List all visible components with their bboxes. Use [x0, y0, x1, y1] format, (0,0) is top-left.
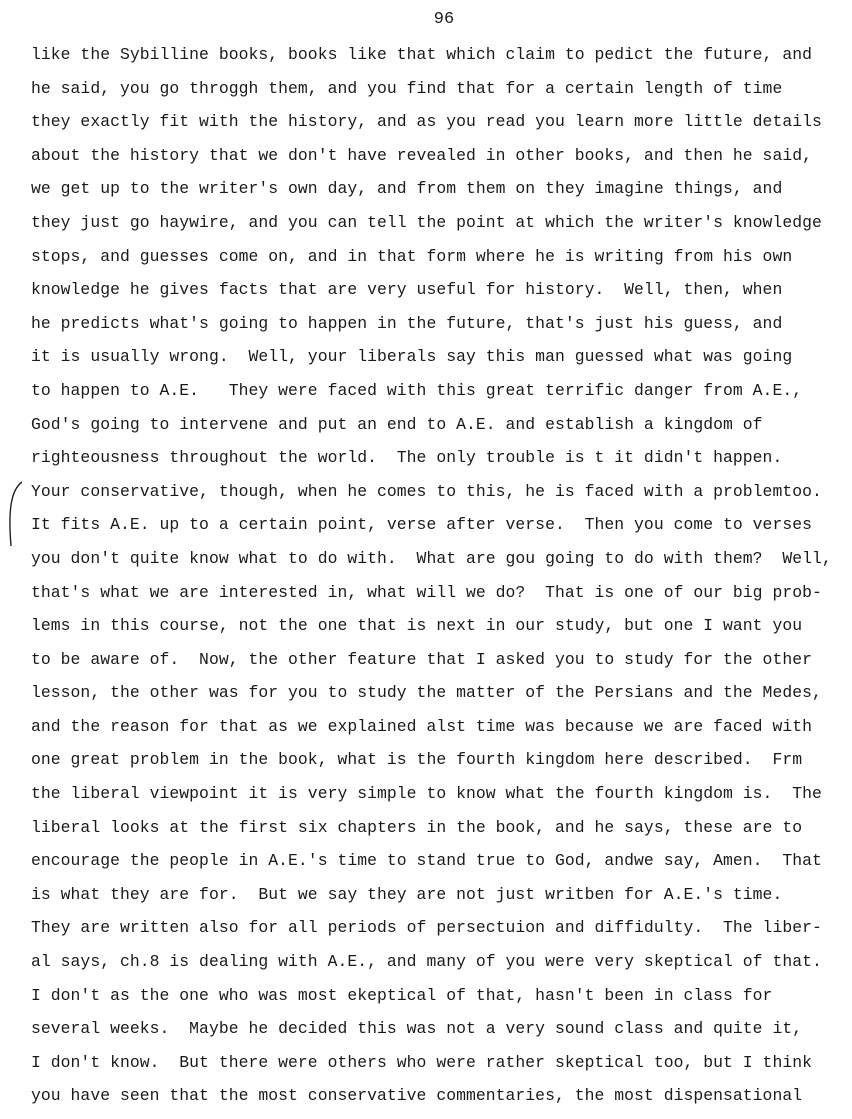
- text-line: it is usually wrong. Well, your liberals say this man guessed what was going: [31, 347, 793, 367]
- text-line: they exactly fit with the history, and as you read you learn more little details: [31, 112, 822, 132]
- body-text: [31, 44, 846, 1119]
- text-line: he predicts what's going to happen in the future, that's just his guess, and: [31, 313, 783, 333]
- text-line: lems in this course, not the one that is next in our study, but one I want you: [31, 616, 803, 636]
- text-line: I don't know. But there were others who were rather skeptical too, but I think: [31, 1052, 812, 1072]
- text-line: righteousness throughout the world. The only trouble is t it didn't happen.: [31, 448, 783, 468]
- text-line: knowledge he gives facts that are very useful for history. Well, then, when: [31, 280, 783, 300]
- text-line: you have seen that the most conservative commentaries, the most dispensational: [31, 1086, 803, 1106]
- margin-bracket-mark: [5, 480, 25, 550]
- text-line: to be aware of. Now, the other feature that I asked you to study for the other: [31, 649, 812, 669]
- text-line: they just go haywire, and you can tell the point at which the writer's knowledge: [31, 212, 822, 232]
- text-line: to happen to A.E. They were faced with this great terrific danger from A.E.,: [31, 380, 803, 400]
- text-line: lesson, the other was for you to study the matter of the Persians and the Medes,: [31, 683, 822, 703]
- text-line: God's going to intervene and put an end to A.E. and establish a kingdom of: [31, 414, 763, 434]
- text-line: and the reason for that as we explained alst time was because we are faced with: [31, 716, 812, 736]
- text-line: we get up to the writer's own day, and from them on they imagine things, and: [31, 179, 783, 199]
- text-line: that's what we are interested in, what will we do? That is one of our big prob-: [31, 582, 822, 602]
- text-line: al says, ch.8 is dealing with A.E., and many of you were very skeptical of that.: [31, 952, 822, 972]
- text-line: the liberal viewpoint it is very simple to know what the fourth kingdom is. The: [31, 784, 822, 804]
- text-line: liberal looks at the first six chapters in the book, and he says, these are to: [31, 817, 803, 837]
- text-line: They are written also for all periods of persectuion and diffidulty. The liber-: [31, 918, 822, 938]
- page-number: 96: [433, 10, 455, 29]
- text-line: you don't quite know what to do with. What are gou going to do with them? Well,: [31, 548, 832, 568]
- text-line: Your conservative, though, when he comes to this, he is faced with a problemtoo.: [31, 481, 822, 501]
- text-line: encourage the people in A.E.'s time to stand true to God, andwe say, Amen. That: [31, 851, 822, 871]
- text-line: It fits A.E. up to a certain point, verse after verse. Then you come to verses: [31, 515, 812, 535]
- text-line: one great problem in the book, what is the fourth kingdom here described. Frm: [31, 750, 803, 770]
- text-line: like the Sybilline books, books like that which claim to pedict the future, and: [31, 45, 812, 64]
- text-line: is what they are for. But we say they are not just writben for A.E.'s time.: [31, 884, 783, 904]
- text-line: I don't as the one who was most ekeptical of that, hasn't been in class for: [31, 985, 773, 1005]
- text-line: about the history that we don't have revealed in other books, and then he said,: [31, 145, 812, 165]
- text-line: he said, you go throggh them, and you find that for a certain length of time: [31, 78, 783, 98]
- text-line: several weeks. Maybe he decided this was not a very sound class and quite it,: [31, 1019, 803, 1039]
- text-line: stops, and guesses come on, and in that form where he is writing from his own: [31, 246, 793, 266]
